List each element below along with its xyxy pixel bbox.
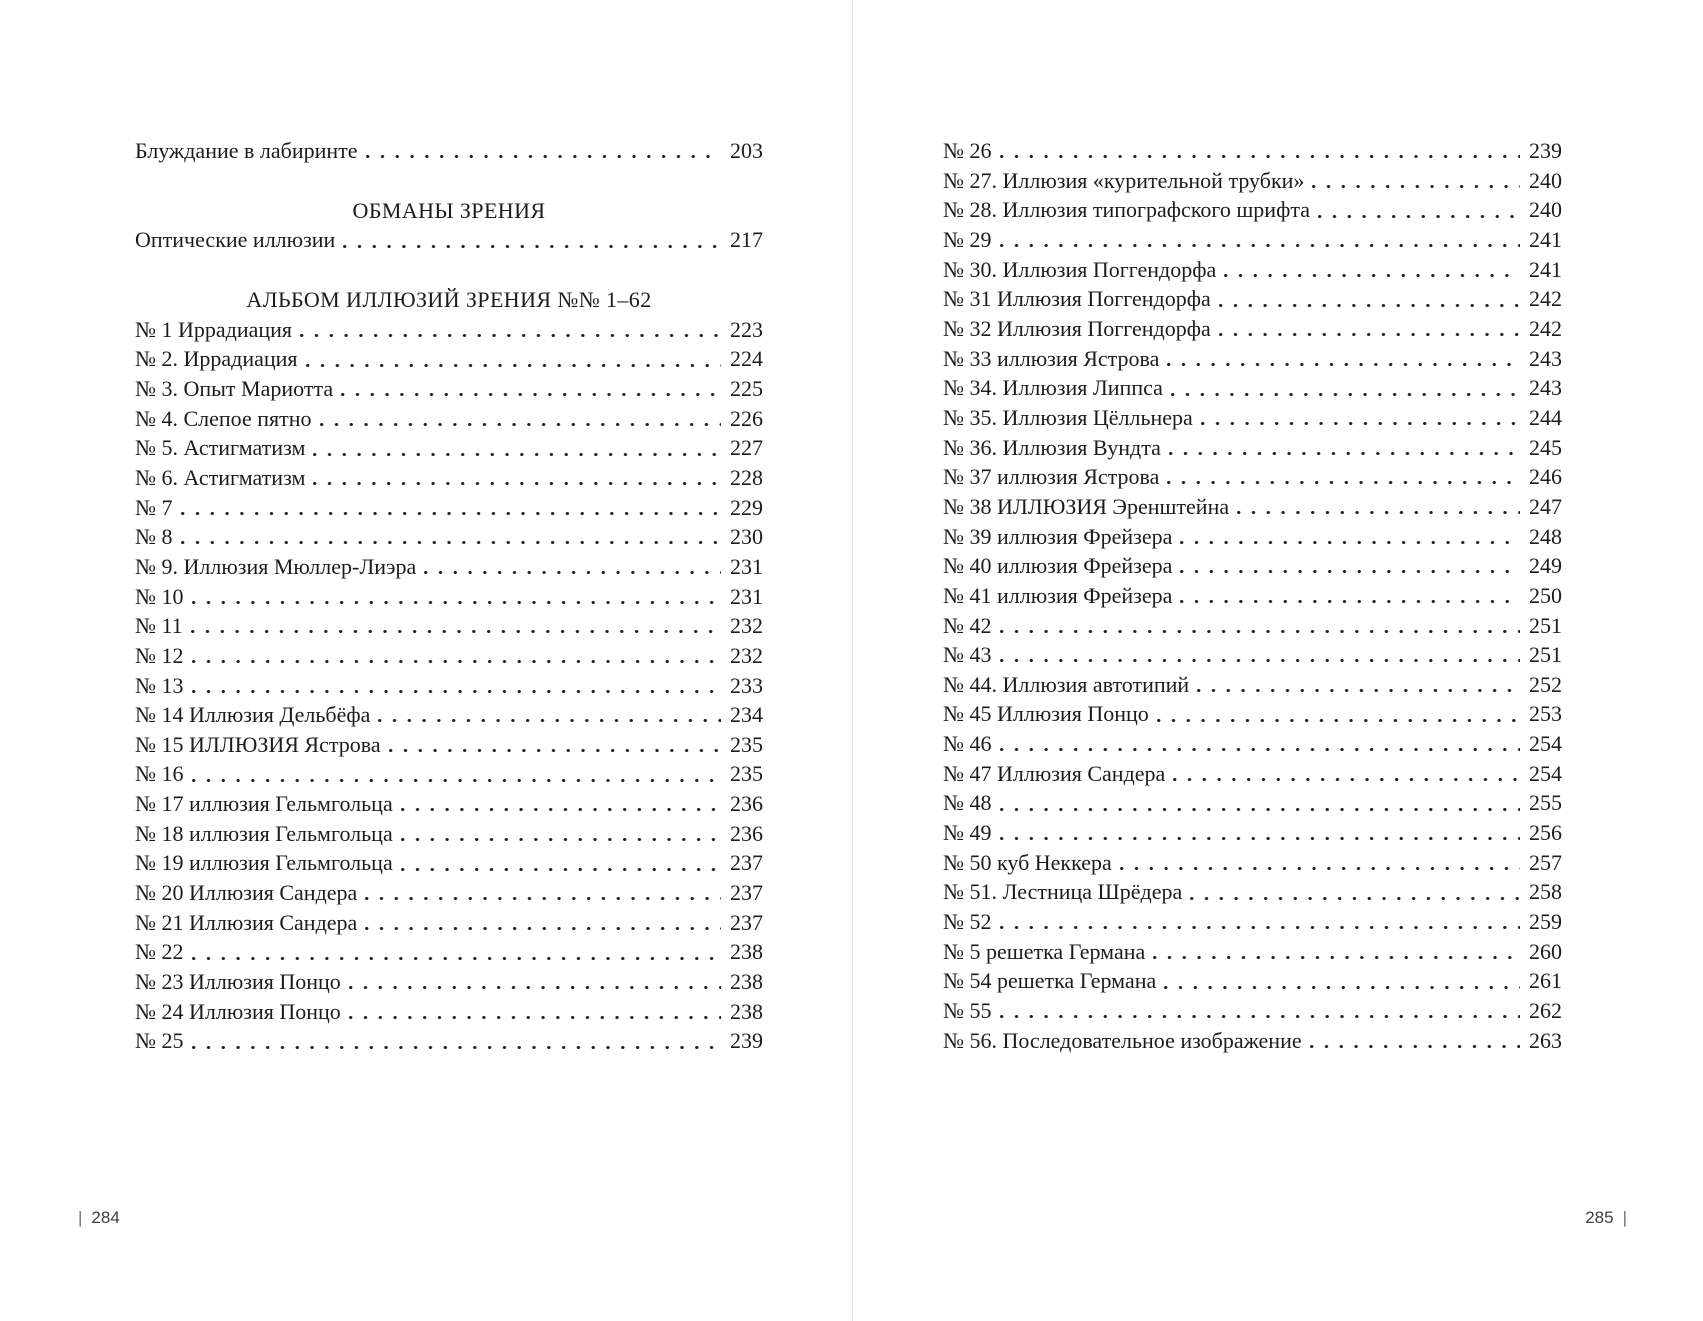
toc-entry-page-number: 242 [1529, 286, 1562, 312]
toc-entry-page-number: 254 [1529, 760, 1562, 786]
toc-entry-label: № 32 Иллюзия Поггендорфа [943, 315, 1211, 341]
toc-entry [135, 878, 763, 908]
dot-leader [192, 759, 722, 789]
toc-entry-label: № 36. Иллюзия Вундта [943, 434, 1161, 460]
footer-divider-bar: | [78, 1208, 83, 1227]
toc-entry-label: Оптические иллюзии [135, 227, 336, 253]
toc-entry-label: № 27. Иллюзия «курительной трубки» [943, 167, 1305, 193]
toc-entry [135, 671, 763, 701]
toc-entry [135, 225, 763, 255]
toc-entry [135, 700, 763, 730]
toc-entry [135, 315, 763, 345]
toc-entry-page-number: 240 [1529, 197, 1562, 223]
dot-leader [1197, 670, 1520, 700]
dot-leader [320, 404, 722, 434]
toc-entry-page-number: 236 [730, 791, 763, 817]
dot-leader [349, 967, 721, 997]
dot-leader [1000, 136, 1521, 166]
toc-entry-label: № 40 иллюзия Фрейзера [943, 553, 1173, 579]
dot-leader [1180, 522, 1520, 552]
toc-entry [135, 730, 763, 760]
dot-leader [1224, 255, 1520, 285]
dot-leader [1310, 1026, 1520, 1056]
toc-entry-page-number: 226 [730, 405, 763, 431]
toc-entry-label: № 52 [943, 909, 992, 935]
toc-entry-label: № 51. Лестница Шрёдера [943, 879, 1183, 905]
dot-leader [1000, 611, 1521, 641]
toc-entry [135, 374, 763, 404]
toc-entry-page-number: 234 [730, 702, 763, 728]
toc-entry-label: № 43 [943, 642, 992, 668]
toc-entry-page-number: 238 [730, 939, 763, 965]
dot-leader [1164, 966, 1520, 996]
dot-leader [1180, 581, 1520, 611]
dot-leader [1201, 403, 1520, 433]
toc-entry-label: Блуждание в лабиринте [135, 138, 358, 163]
toc-entry [943, 284, 1562, 314]
toc-entry-label: № 8 [135, 524, 173, 550]
dot-leader [1167, 344, 1520, 374]
toc-entry-label: № 1 Иррадиация [135, 316, 293, 342]
toc-entry-label: № 4. Слепое пятно [135, 405, 312, 431]
toc-entry-label: № 34. Иллюзия Липпса [943, 375, 1163, 401]
toc-entry-label: № 38 ИЛЛЮЗИЯ Эренштейна [943, 493, 1230, 519]
toc-entry [943, 670, 1562, 700]
toc-entry [135, 582, 763, 612]
toc-entry-label: № 15 ИЛЛЮЗИЯ Ястрова [135, 731, 381, 757]
page-gutter-divider [852, 0, 853, 1321]
toc-entry [135, 641, 763, 671]
dot-leader [1120, 848, 1520, 878]
toc-entry-page-number: 258 [1529, 879, 1562, 905]
toc-entry [943, 877, 1562, 907]
toc-column-right [943, 136, 1562, 1055]
toc-entry [135, 463, 763, 493]
toc-entry-page-number: 232 [730, 642, 763, 668]
toc-entry-label: № 9. Иллюзия Мюллер-Лиэра [135, 553, 417, 579]
toc-entry [135, 937, 763, 967]
toc-entry [135, 997, 763, 1027]
toc-entry-label: № 49 [943, 820, 992, 846]
footer-divider-bar: | [1622, 1208, 1627, 1227]
dot-leader [1000, 640, 1521, 670]
toc-entry-label: № 54 решетка Германа [943, 968, 1157, 994]
toc-entry-page-number: 243 [1529, 375, 1562, 401]
dot-leader [1000, 996, 1521, 1026]
toc-entry-page-number: 261 [1529, 968, 1562, 994]
toc-entry-label: № 47 Иллюзия Сандера [943, 760, 1166, 786]
toc-entry-label: № 46 [943, 731, 992, 757]
toc-entry-label: № 25 [135, 1028, 184, 1054]
toc-entry [943, 818, 1562, 848]
toc-entry-label: № 28. Иллюзия типографского шрифта [943, 197, 1310, 223]
toc-entry [943, 759, 1562, 789]
toc-section-heading: ОБМАНЫ ЗРЕНИЯ [352, 197, 546, 223]
toc-entry [943, 136, 1562, 166]
toc-entry-label: № 33 иллюзия Ястрова [943, 345, 1160, 371]
dot-leader [192, 582, 722, 612]
folio-page-number: 284 [91, 1208, 120, 1227]
toc-entry [943, 937, 1562, 967]
toc-entry-page-number: 243 [1529, 345, 1562, 371]
toc-entry-page-number: 231 [730, 553, 763, 579]
toc-entry-page-number: 241 [1529, 256, 1562, 282]
toc-entry-page-number: 237 [730, 880, 763, 906]
dot-leader [1318, 195, 1520, 225]
dot-leader [424, 552, 721, 582]
dot-leader [1000, 788, 1521, 818]
toc-entry-label: № 29 [943, 226, 992, 252]
toc-entry [135, 848, 763, 878]
dot-leader [192, 937, 722, 967]
toc-entry-page-number: 259 [1529, 909, 1562, 935]
toc-entry-label: № 22 [135, 939, 184, 965]
toc-entry-page-number: 235 [730, 731, 763, 757]
toc-entry-label: № 3. Опыт Мариотта [135, 375, 334, 401]
toc-entry-label: № 26 [943, 138, 992, 163]
toc-entry [943, 492, 1562, 522]
toc-entry [943, 996, 1562, 1026]
toc-entry [135, 136, 763, 166]
toc-entry [943, 403, 1562, 433]
toc-entry-page-number: 251 [1529, 642, 1562, 668]
toc-entry-label: № 56. Последовательное изображение [943, 1027, 1302, 1053]
toc-entry-label: № 20 Иллюзия Сандера [135, 880, 358, 906]
dot-leader [365, 908, 721, 938]
toc-entry-page-number: 252 [1529, 671, 1562, 697]
toc-entry-page-number: 247 [1529, 493, 1562, 519]
dot-leader [366, 136, 721, 166]
toc-entry [135, 759, 763, 789]
dot-leader [1173, 759, 1520, 789]
toc-entry-label: № 42 [943, 612, 992, 638]
toc-entry-page-number: 254 [1529, 731, 1562, 757]
toc-entry-label: № 55 [943, 998, 992, 1024]
toc-entry-page-number: 230 [730, 524, 763, 550]
toc-entry-page-number: 235 [730, 761, 763, 787]
toc-entry-label: № 45 Иллюзия Понцо [943, 701, 1149, 727]
toc-entry [135, 552, 763, 582]
toc-entry-page-number: 236 [730, 820, 763, 846]
toc-entry-page-number: 225 [730, 375, 763, 401]
toc-entry-label: № 37 иллюзия Ястрова [943, 464, 1160, 490]
dot-leader [1171, 373, 1520, 403]
toc-entry-page-number: 237 [730, 909, 763, 935]
dot-leader [1153, 937, 1520, 967]
dot-leader [378, 700, 721, 730]
toc-entry [943, 551, 1562, 581]
toc-entry-page-number: 250 [1529, 582, 1562, 608]
toc-entry [135, 344, 763, 374]
toc-entry [943, 640, 1562, 670]
toc-entry-label: № 41 иллюзия Фрейзера [943, 582, 1173, 608]
toc-entry-page-number: 249 [1529, 553, 1562, 579]
toc-entry-page-number: 232 [730, 613, 763, 639]
dot-leader [192, 1026, 722, 1056]
toc-entry [943, 225, 1562, 255]
dot-leader [1190, 877, 1520, 907]
toc-entry-label: № 10 [135, 583, 184, 609]
toc-entry-label: № 35. Иллюзия Цёлльнера [943, 404, 1193, 430]
toc-entry [943, 195, 1562, 225]
dot-leader [1157, 699, 1520, 729]
toc-entry [943, 788, 1562, 818]
dot-leader [365, 878, 721, 908]
toc-entry-page-number: 256 [1529, 820, 1562, 846]
folio-page-number: 285 [1585, 1208, 1614, 1227]
toc-entry [943, 581, 1562, 611]
toc-entry [135, 967, 763, 997]
toc-entry [135, 1026, 763, 1056]
dot-leader [341, 374, 721, 404]
toc-entry [943, 699, 1562, 729]
toc-entry-page-number: 238 [730, 969, 763, 995]
toc-entry-label: № 31 Иллюзия Поггендорфа [943, 286, 1211, 312]
toc-entry-page-number: 224 [730, 346, 763, 372]
toc-entry-page-number: 240 [1529, 167, 1562, 193]
toc-entry-page-number: 251 [1529, 612, 1562, 638]
toc-entry [943, 373, 1562, 403]
dot-leader [181, 493, 722, 523]
toc-entry [943, 848, 1562, 878]
toc-entry-label: № 23 Иллюзия Понцо [135, 969, 341, 995]
toc-entry-label: № 12 [135, 642, 184, 668]
toc-entry [135, 908, 763, 938]
dot-leader [1237, 492, 1520, 522]
dot-leader [1000, 907, 1521, 937]
toc-entry-label: № 2. Иррадиация [135, 346, 298, 372]
toc-entry-label: № 13 [135, 672, 184, 698]
toc-entry-page-number: 241 [1529, 226, 1562, 252]
dot-leader [313, 463, 721, 493]
dot-leader [1167, 462, 1520, 492]
toc-entry [135, 819, 763, 849]
toc-entry-label: № 14 Иллюзия Дельбёфа [135, 702, 371, 728]
toc-entry [943, 522, 1562, 552]
dot-leader [1219, 284, 1520, 314]
toc-entry [943, 166, 1562, 196]
toc-entry-page-number: 257 [1529, 849, 1562, 875]
toc-entry [135, 493, 763, 523]
toc-entry-label: № 50 куб Неккера [943, 849, 1112, 875]
toc-entry-label: № 5 решетка Германа [943, 938, 1146, 964]
toc-section-heading: АЛЬБОМ ИЛЛЮЗИЙ ЗРЕНИЯ №№ 1–62 [246, 286, 652, 312]
toc-entry [943, 255, 1562, 285]
dot-leader [1312, 166, 1520, 196]
toc-entry-page-number: 248 [1529, 523, 1562, 549]
toc-entry-page-number: 260 [1529, 938, 1562, 964]
toc-entry-page-number: 229 [730, 494, 763, 520]
toc-entry-label: № 11 [135, 613, 183, 639]
toc-entry-page-number: 237 [730, 850, 763, 876]
toc-entry [943, 462, 1562, 492]
dot-leader [349, 997, 721, 1027]
dot-leader [1000, 818, 1521, 848]
toc-entry-label: № 17 иллюзия Гельмгольца [135, 791, 393, 817]
toc-entry [943, 314, 1562, 344]
dot-leader [306, 344, 721, 374]
toc-entry-label: № 21 Иллюзия Сандера [135, 909, 358, 935]
toc-entry-label: № 39 иллюзия Фрейзера [943, 523, 1173, 549]
toc-entry-label: № 48 [943, 790, 992, 816]
dot-leader [343, 225, 721, 255]
toc-entry-page-number: 227 [730, 435, 763, 461]
toc-entry-page-number: 255 [1529, 790, 1562, 816]
toc-column-left [135, 136, 763, 1056]
dot-leader [300, 315, 721, 345]
dot-leader [1000, 729, 1521, 759]
toc-entry-page-number: 244 [1529, 404, 1562, 430]
toc-entry-page-number: 233 [730, 672, 763, 698]
toc-entry [943, 729, 1562, 759]
page-footer-right [1585, 1206, 1627, 1230]
dot-leader [401, 819, 721, 849]
dot-leader [191, 611, 721, 641]
dot-leader [192, 641, 722, 671]
toc-entry-page-number: 228 [730, 464, 763, 490]
toc-entry [943, 907, 1562, 937]
toc-entry-label: № 16 [135, 761, 184, 787]
toc-entry-page-number: 245 [1529, 434, 1562, 460]
dot-leader [181, 522, 722, 552]
toc-entry-label: № 19 иллюзия Гельмгольца [135, 850, 393, 876]
toc-entry [943, 1026, 1562, 1056]
toc-entry-page-number: 246 [1529, 464, 1562, 490]
toc-entry-page-number: 238 [730, 998, 763, 1024]
toc-entry [135, 522, 763, 552]
toc-entry-page-number: 263 [1529, 1027, 1562, 1053]
toc-entry [135, 611, 763, 641]
dot-leader [1180, 551, 1520, 581]
toc-entry-page-number: 242 [1529, 315, 1562, 341]
dot-leader [1000, 225, 1521, 255]
toc-entry-page-number: 239 [1529, 138, 1562, 163]
toc-entry [943, 433, 1562, 463]
toc-entry-page-number: 203 [730, 138, 763, 163]
toc-entry [943, 966, 1562, 996]
toc-entry-label: № 6. Астигматизм [135, 464, 306, 490]
dot-leader [401, 789, 721, 819]
toc-entry [943, 344, 1562, 374]
toc-entry-page-number: 253 [1529, 701, 1562, 727]
toc-entry-label: № 7 [135, 494, 173, 520]
toc-entry [135, 404, 763, 434]
toc-entry [943, 611, 1562, 641]
toc-entry-page-number: 223 [730, 316, 763, 342]
dot-leader [313, 433, 721, 463]
dot-leader [389, 730, 721, 760]
page-footer-left [78, 1206, 120, 1230]
dot-leader [192, 671, 722, 701]
toc-entry-page-number: 239 [730, 1028, 763, 1054]
toc-entry-page-number: 231 [730, 583, 763, 609]
dot-leader [401, 848, 721, 878]
toc-entry-label: № 24 Иллюзия Понцо [135, 998, 341, 1024]
toc-entry-label: № 5. Астигматизм [135, 435, 306, 461]
toc-entry-label: № 30. Иллюзия Поггендорфа [943, 256, 1217, 282]
toc-entry-page-number: 217 [730, 227, 763, 253]
toc-entry-label: № 18 иллюзия Гельмгольца [135, 820, 393, 846]
toc-entry-label: № 44. Иллюзия автотипий [943, 671, 1190, 697]
dot-leader [1169, 433, 1520, 463]
toc-entry-page-number: 262 [1529, 998, 1562, 1024]
toc-entry [135, 789, 763, 819]
toc-entry [135, 433, 763, 463]
dot-leader [1219, 314, 1520, 344]
